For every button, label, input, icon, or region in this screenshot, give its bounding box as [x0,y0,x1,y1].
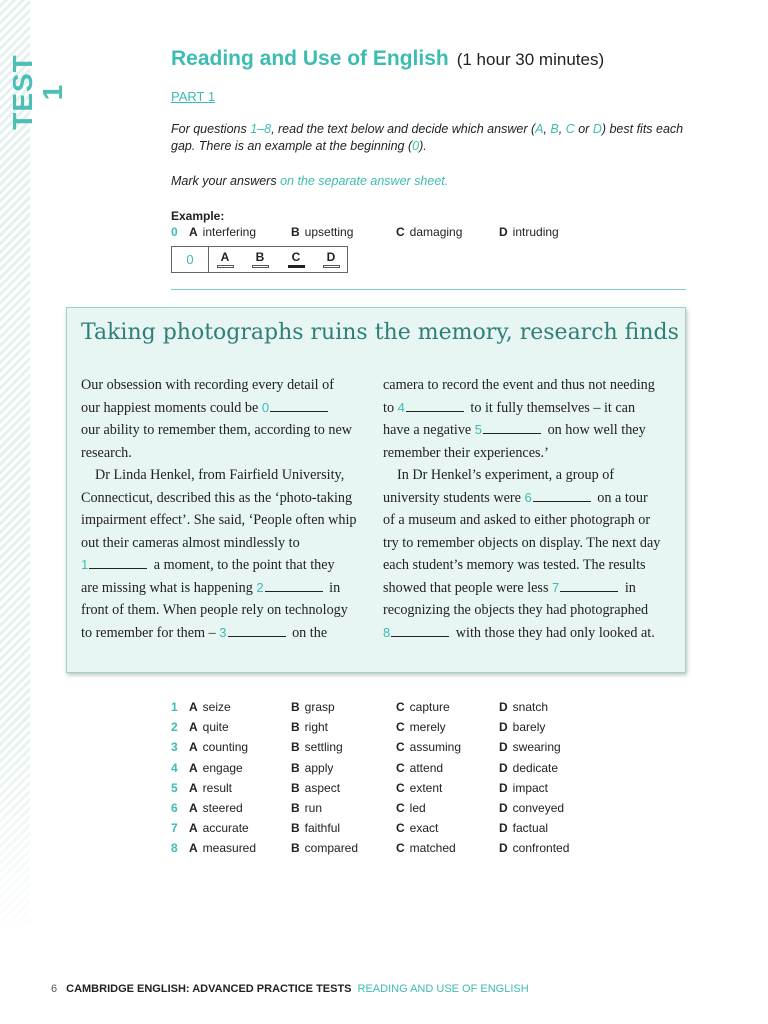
section-title: READING AND USE OF ENGLISH [357,983,529,995]
option-word: barely [512,720,546,735]
option-word: capture [409,700,450,714]
bubble-letter: C [291,250,301,264]
option-letter: B [291,720,300,735]
option-letter: D [499,740,508,755]
page-title-row [171,47,604,71]
text-line [383,397,653,420]
question-number: 2 [171,720,178,735]
instr-option-a: A [535,122,544,136]
option-word: extent [409,780,443,795]
option-a[interactable] [189,720,229,734]
option-word: damaging [409,225,463,239]
bubble-mark [217,265,234,268]
option-letter: A [189,801,198,815]
option-word: aspect [304,780,341,795]
gap-number: 7 [552,579,560,595]
option-c[interactable] [396,841,456,855]
question-number: 1 [171,700,178,714]
text: with those they had only looked at. [455,624,655,641]
option-word: quite [202,720,229,735]
example-option-a [189,225,256,239]
option-d[interactable] [499,821,548,835]
option-word: settling [304,740,343,755]
gap-blank[interactable] [483,421,541,434]
gap-blank[interactable] [270,399,328,412]
text: to remember for them – [81,624,220,641]
option-letter: C [396,225,405,239]
text-line [81,577,351,600]
option-letter: B [291,740,300,755]
page-number: 6 [51,983,58,995]
part-heading: PART 1 [171,89,216,104]
option-word: accurate [202,821,249,836]
instr-option-b: B [550,122,559,136]
gap-blank[interactable] [228,624,286,637]
option-word: exact [409,821,439,836]
option-b[interactable] [291,720,328,734]
option-word: grasp [304,700,335,714]
option-letter: B [291,801,300,815]
instr-text: gap. There is an example at the beginning ( [171,139,413,153]
option-letter: D [499,225,508,239]
text-line: remember their experiences.’ [383,444,549,461]
question-number: 8 [171,841,178,856]
text: on a tour [597,489,648,506]
option-c[interactable] [396,740,461,754]
option-letter: D [499,801,508,815]
option-c[interactable] [396,761,443,775]
text-line: try to remember objects on display. The next day [383,534,661,551]
option-word: swearing [512,740,561,755]
text-line: our ability to remember them, according to new [81,422,353,438]
option-letter: A [189,841,198,856]
option-letter: A [189,740,198,755]
text-line [81,554,351,577]
text-line: each student’s memory was tested. The results [383,557,646,573]
gap-number: 2 [256,579,264,595]
text-line [81,622,351,645]
answer-box-number: 0 [172,247,209,272]
gap-number: 3 [219,624,227,640]
passage-box [66,307,686,673]
option-word: assuming [409,740,462,755]
instr-or: or [574,122,593,136]
gap-blank[interactable] [265,579,323,592]
text-line [81,397,351,420]
gap-number: 4 [397,399,405,415]
gap-blank[interactable] [533,489,591,502]
instr-sep: , [543,122,551,136]
option-a[interactable] [189,801,243,815]
text: to [383,399,398,416]
example-option-c [396,225,462,239]
option-letter: C [396,760,405,775]
text: in [624,579,636,596]
gap-number: 1 [81,557,89,572]
text-line [383,419,653,442]
option-letter: C [396,740,405,755]
option-d[interactable] [499,781,548,795]
option-word: snatch [512,700,549,714]
option-d[interactable] [499,761,558,775]
passage-headline: Taking photographs ruins the memory, research finds [81,320,679,345]
option-word: counting [202,740,249,755]
option-d[interactable] [499,801,564,815]
text-line: impairment effect’. She said, ‘People often whip [81,512,357,528]
option-b[interactable] [291,740,343,754]
option-a[interactable] [189,841,256,855]
passage-column-left [81,374,357,644]
bubble-letter: B [255,250,265,264]
option-word: seize [202,700,231,714]
option-letter: C [396,821,405,836]
option-word: led [409,801,426,815]
option-letter: D [499,780,508,795]
option-c[interactable] [396,801,426,815]
text: a moment, to the point that they [153,557,335,573]
gap-number: 6 [524,489,532,505]
text: in [329,579,341,596]
option-word: faithful [304,821,341,836]
option-letter: D [499,841,508,856]
text-line: out their cameras almost mindlessly to [81,534,300,551]
gap-number: 8 [383,624,391,640]
bubble-letter: D [326,250,336,264]
instr-example-number: 0 [412,139,420,153]
text-line: Our obsession with recording every detail of [81,377,334,393]
option-b[interactable] [291,821,340,835]
option-word: run [304,801,323,815]
option-letter: D [499,700,508,714]
option-a[interactable] [189,821,249,835]
option-letter: B [291,760,300,775]
option-letter: C [396,720,405,735]
option-word: apply [304,760,334,775]
passage-column-right [383,374,661,644]
option-letter: A [189,225,198,239]
bubble-mark [252,265,269,268]
option-letter: A [189,780,198,795]
page-title: Reading and Use of English [171,47,449,70]
text: on how well they [547,422,646,438]
option-letter: A [189,821,198,836]
section-divider [171,289,686,290]
gap-number: 0 [261,399,270,415]
text: university students were [383,489,525,506]
option-word: engage [202,760,243,775]
text: have a negative [383,422,475,438]
instr-range: 1–8 [250,122,272,136]
option-letter: A [189,720,198,735]
text-line: Connecticut, described this as the ‘photo-taking [81,489,353,506]
bubble-letter: A [220,250,230,264]
option-a[interactable] [189,700,231,714]
option-letter: B [291,780,300,795]
option-word: confronted [512,841,570,856]
option-word: impact [512,780,549,795]
option-a[interactable] [189,781,232,795]
option-letter: C [396,801,405,815]
option-word: dedicate [512,760,559,775]
option-letter: D [499,720,508,735]
option-d[interactable] [499,740,561,754]
option-d[interactable] [499,841,569,855]
test-label: TEST 1 [7,54,68,130]
option-word: right [304,720,329,735]
option-letter: B [291,225,300,239]
instr-text: , read the text below and decide which answer ( [271,122,536,136]
question-number: 5 [171,780,178,795]
text: our happiest moments could be [81,399,262,416]
option-letter: C [396,700,405,714]
option-b[interactable] [291,841,358,855]
option-word: merely [409,720,446,735]
text-line [383,622,653,645]
option-letter: D [499,760,508,775]
option-b[interactable] [291,781,340,795]
instr-option-c: C [565,122,575,136]
option-word: compared [304,841,359,856]
text-line: front of them. When people rely on technology [81,602,348,618]
instr-text: For questions [171,122,251,136]
option-letter: B [291,841,300,856]
option-word: interfering [202,225,257,239]
option-letter: C [396,780,405,795]
gap-number: 5 [474,422,483,437]
instructions [171,121,686,155]
option-a[interactable] [189,761,243,775]
example-option-d [499,225,559,239]
option-word: matched [409,841,456,856]
option-a[interactable] [189,740,248,754]
instr-option-d: D [592,122,602,136]
option-c[interactable] [396,781,442,795]
duration: (1 hour 30 minutes) [456,50,605,69]
series-title: CAMBRIDGE ENGLISH: ADVANCED PRACTICE TESTS [66,983,352,995]
example-number [171,225,178,239]
option-letter: D [499,821,508,836]
sidebar-stripe-fade [0,700,30,925]
instr-sep: , [558,122,566,136]
text: showed that people were less [383,579,553,596]
option-b[interactable] [291,801,322,815]
page-footer [51,983,529,995]
option-word: conveyed [512,801,565,815]
text: are missing what is happening [81,579,257,596]
gap-blank[interactable] [89,556,147,569]
option-word: attend [409,760,444,775]
mark-answer-sheet: on the separate answer sheet. [280,174,449,188]
bubble-mark [288,265,305,268]
option-letter: A [189,700,198,714]
text-line [383,487,653,510]
gap-blank[interactable] [391,624,449,637]
option-letter: B [291,821,300,836]
bubble-mark [323,265,340,268]
option-letter: C [396,841,405,856]
option-b[interactable] [291,761,333,775]
answer-bubble-d[interactable] [322,250,340,268]
option-b[interactable] [291,700,335,714]
text-line: recognizing the objects they had photographed [383,602,649,618]
option-d[interactable] [499,700,548,714]
option-word: result [202,780,233,795]
option-word: steered [202,801,243,815]
text: to it fully themselves – it can [470,399,636,416]
gap-blank[interactable] [406,399,464,412]
question-number: 7 [171,821,178,836]
answer-bubble-c[interactable] [287,250,305,268]
text: on the [292,624,328,641]
option-word: measured [202,841,257,856]
mark-text: Mark your answers [171,174,281,188]
text-line: research. [81,444,132,461]
option-d[interactable] [499,720,545,734]
text-line: In Dr Henkel’s experiment, a group of [397,467,615,483]
option-letter: A [189,760,198,775]
example-option-b [291,225,353,239]
text-line: of a museum and asked to either photograph or [383,512,651,528]
example-answer-box [171,246,348,273]
example-label: Example: [171,209,225,223]
example-num: 0 [171,225,178,239]
instr-text: ) best fits each [601,122,684,136]
answer-bubble-a[interactable] [216,250,234,268]
option-c[interactable] [396,720,446,734]
question-number: 4 [171,760,178,775]
text-line: Dr Linda Henkel, from Fairfield University, [95,467,345,483]
mark-instruction [171,174,448,188]
text-line [383,577,653,600]
option-word: intruding [512,225,559,239]
question-number: 3 [171,740,178,755]
text-line: camera to record the event and thus not needing [383,377,655,393]
option-letter: B [291,700,300,714]
question-number: 6 [171,801,178,815]
option-c[interactable] [396,821,438,835]
instr-text: ). [419,139,427,153]
gap-blank[interactable] [560,579,618,592]
option-word: upsetting [304,225,354,239]
answer-bubble-b[interactable] [251,250,269,268]
option-c[interactable] [396,700,450,714]
option-word: factual [512,821,549,836]
